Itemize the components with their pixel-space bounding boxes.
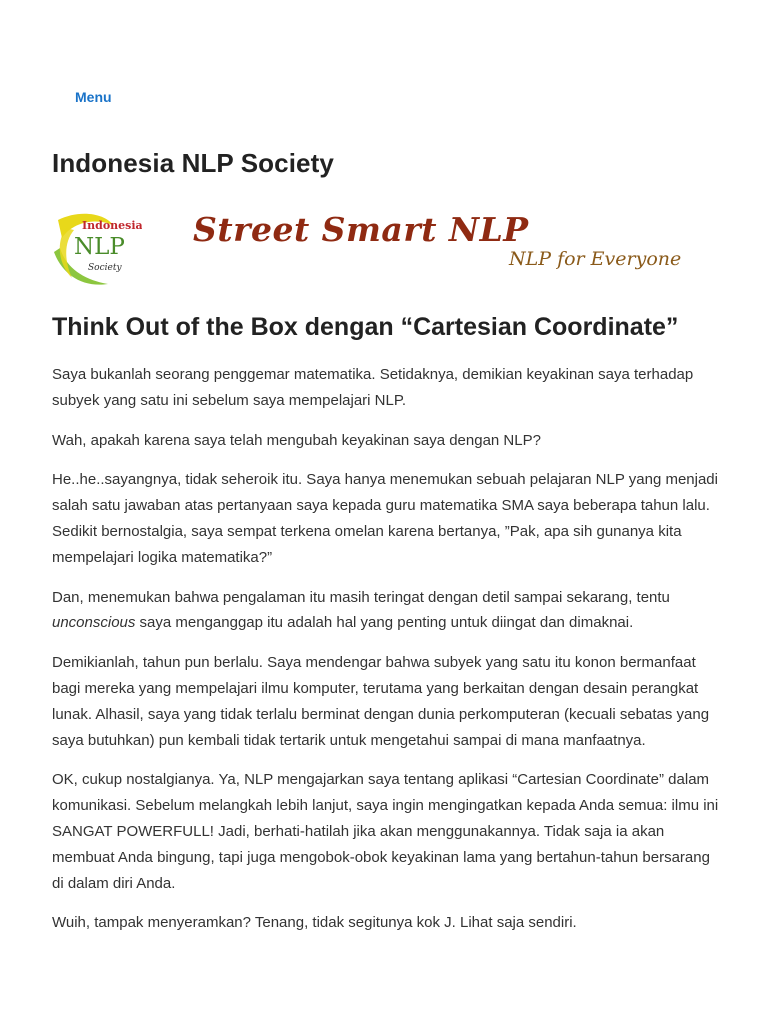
emphasis-text: unconscious [52,614,136,632]
paragraph: Demikianlah, tahun pun berlalu. Saya mendengar bahwa subyek yang satu itu konon bermanfaat bagi mereka yang mempelajari ilmu komputer, terutama yang berkaitan dengan desain perangkat lunak. Alhasil, saya yang tidak terlalu berminat dengan dunia perkomputeran (kecuali sebatas yang saya butuhkan) pun kembali tidak tertarik untuk mengetahui sampai di mana manfaatnya. [52,654,710,749]
logo-text-nlp: NLP [74,234,125,260]
site-title[interactable]: Indonesia NLP Society [52,148,334,178]
paragraph: OK, cukup nostalgianya. Ya, NLP mengajarkan saya tentang aplikasi “Cartesian Coordinate” dalam komunikasi. Sebelum melangkah lebih lanjut, saya ingin mengingatkan kepada Anda semua: ilmu ini SANGAT POWERFULL! Jadi, berhati-hatilah jika akan menggunakannya. Tidak saja ia akan membuat Anda bingung, tapi juga mengobok-obok keyakinan lama yang bertahun-tahun bersarang di dalam diri Anda. [52,771,719,892]
header-banner[interactable] [52,206,716,290]
logo-text-indonesia: Indonesia [82,219,142,232]
paragraph: Wuih, tampak menyeramkan? Tenang, tidak segitunya kok J. Lihat saja sendiri. [52,914,577,932]
logo-text-society: Society [88,263,122,273]
paragraph: Saya bukanlah seorang penggemar matematika. Setidaknya, demikian keyakinan saya terhadap subyek yang satu ini sebelum saya mempelajari NLP. [52,366,694,409]
banner-tagline: NLP for Everyone [509,248,682,270]
post-title: Think Out of the Box dengan “Cartesian Coordinate” [52,313,679,341]
menu-link[interactable]: Menu [75,89,112,105]
paragraph: He..he..sayangnya, tidak seheroik itu. Saya hanya menemukan sebuah pelajaran NLP yang menjadi salah satu jawaban atas pertanyaan saya kepada guru matematika SMA saya beberapa tahun lalu. Sedikit bernostalgia, saya sempat terkena omelan karena bertanya, ”Pak, apa sih gunanya kita mempelajari logika matematika?” [52,471,718,566]
post-body [52,362,720,950]
paragraph-text: Dan, menemukan bahwa pengalaman itu masih teringat dengan detil sampai sekarang, tentu [52,588,670,606]
paragraph-text: saya menganggap itu adalah hal yang penting untuk diingat dan dimaknai. [135,614,634,632]
paragraph [52,585,720,637]
banner-headline: Street Smart NLP [193,210,529,249]
logo-graphic [52,208,142,288]
paragraph: Wah, apakah karena saya telah mengubah keyakinan saya dengan NLP? [52,431,541,449]
site-logo [52,208,142,288]
